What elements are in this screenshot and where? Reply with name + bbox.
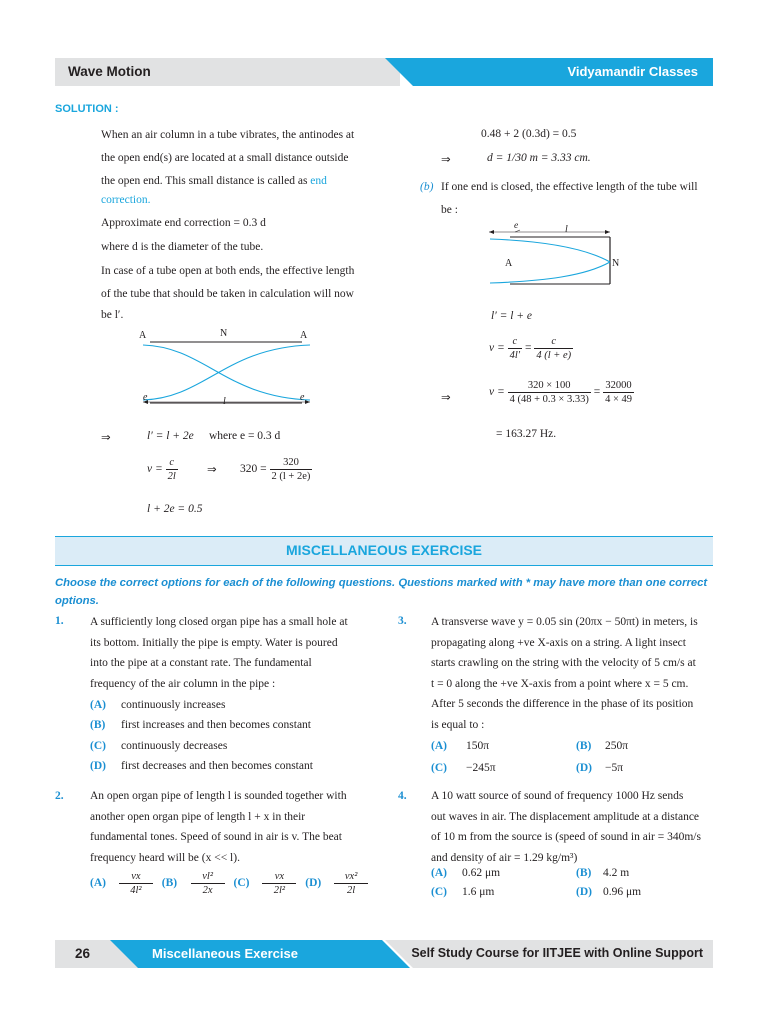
- q2-text: An open organ pipe of length l is sounded together with another open organ pipe of length l + x in their fundamental tones. Speed of sound in air is v. The beat frequency heard will be (x << l).: [90, 790, 347, 864]
- q3-text: A transverse wave y = 0.05 sin (20πx − 50πt) in meters, is propagating along +ve X-axis on a string. A light insect starts crawling on the string with the velocity of 5 cm/s at t = 0 along the +ve X-axis from a point where x = 5 cm. After 5 seconds the difference in the phase of its position is equal to :: [431, 616, 698, 731]
- fig1-e-right: e: [300, 392, 305, 403]
- chapter-title: Wave Motion: [68, 64, 151, 79]
- q3-option-d-text: −5π: [605, 762, 624, 774]
- fig2-e: e: [514, 221, 519, 231]
- solution-line-2: the open end(s) are located at a small distance outside: [101, 152, 349, 164]
- solution-line-3: the open end. This small distance is called as end: [101, 175, 327, 187]
- q3-option-c[interactable]: (C): [431, 762, 447, 774]
- q4-option-d[interactable]: (D): [576, 886, 592, 898]
- fig2-N: N: [612, 258, 620, 269]
- fig1-A-left: A: [139, 330, 147, 341]
- implies-arrow-1: ⇒: [101, 432, 111, 444]
- q1-option-d[interactable]: (D): [90, 760, 106, 772]
- term-end: end: [310, 175, 327, 187]
- eq-l-plus-2e: l + 2e = 0.5: [147, 503, 203, 515]
- page-number: 26: [75, 946, 91, 961]
- solution-label: SOLUTION :: [55, 103, 119, 115]
- implies-arrow-2: ⇒: [207, 464, 217, 476]
- q2-options: [90, 870, 368, 897]
- q3-option-b[interactable]: (B): [576, 740, 592, 752]
- q2-option-d[interactable]: (D): [305, 877, 322, 890]
- fig1-e-left: e: [143, 392, 148, 403]
- solution-line-8: of the tube that should be taken in calculation will now: [101, 288, 354, 300]
- eq-v-c-2l: v = $\frac{c}{2l}$: [147, 457, 176, 482]
- term-correction: correction.: [101, 194, 151, 206]
- eq-effective-length: l′ = l + 2e: [147, 430, 194, 442]
- q1-option-a-text: continuously increases: [121, 699, 226, 711]
- arrow-head-right: [305, 400, 310, 404]
- fig2-arrow-left: [489, 230, 494, 234]
- q1-option-c-text: continuously decreases: [121, 740, 228, 752]
- footer-course: Self Study Course for IITJEE with Online Support: [411, 946, 703, 960]
- eq-result: = 163.27 Hz.: [496, 428, 557, 440]
- q3-option-a[interactable]: (A): [431, 740, 447, 752]
- eq-l-prime: l′ = l + e: [491, 310, 533, 322]
- eq-048: 0.48 + 2 (0.3d) = 0.5: [481, 128, 577, 140]
- q4-option-c[interactable]: (C): [431, 886, 447, 898]
- wave-curve-2: [143, 345, 310, 400]
- fig1-A-right: A: [300, 330, 308, 341]
- q1-number: 1.: [55, 615, 64, 627]
- fig2-arrow-right: [605, 230, 610, 234]
- q4-number: 4.: [398, 790, 407, 802]
- part-b-text-2: be :: [441, 204, 458, 216]
- q1-text: A sufficiently long closed organ pipe has a small hole at its bottom. Initially the pipe is empty. Water is poured into the pipe at a constant rate. The fundamental frequency of the air column in the pipe :: [90, 616, 348, 690]
- q3-option-b-text: 250π: [605, 740, 629, 752]
- eq-v-numeric: v = $\frac{320 \times 100}{4 (48 + 0.3 \times 3.33)}$ = $\frac{32000}{4 \times 49}$: [489, 380, 633, 405]
- eq-320: 320 = $\frac{320}{2 (l + 2e)}$: [240, 457, 311, 482]
- open-tube-figure: [135, 325, 320, 415]
- q1-option-d-text: first decreases and then becomes constant: [121, 760, 313, 772]
- q1-option-a[interactable]: (A): [90, 699, 106, 711]
- q1-option-b[interactable]: (B): [90, 719, 106, 731]
- exercise-instructions: Choose the correct options for each of the following questions. Questions marked with * may have more than one correct options.: [55, 577, 708, 607]
- q2-option-b-value: $\frac{\text{vl²}}{2x}$: [191, 870, 225, 897]
- q4-option-a-text: 0.62 μm: [462, 867, 501, 879]
- q4-option-b-text: 4.2 m: [603, 867, 630, 879]
- q4-option-b[interactable]: (B): [576, 867, 592, 879]
- q4-option-c-text: 1.6 μm: [462, 886, 495, 898]
- q2-option-d-value: $\frac{\text{vx²}}{2l}$: [334, 870, 368, 897]
- q2-option-c[interactable]: (C): [233, 877, 250, 890]
- fig2-A: A: [505, 258, 513, 269]
- wave-curve-1: [143, 345, 310, 400]
- fig1-N: N: [220, 328, 228, 339]
- footer-section: Miscellaneous Exercise: [152, 946, 298, 961]
- part-b-text-1: If one end is closed, the effective length of the tube will: [441, 181, 698, 193]
- solution-line-7: In case of a tube open at both ends, the effective length: [101, 265, 355, 277]
- brand-name: Vidyamandir Classes: [567, 64, 698, 79]
- eq-d-value: d = 1/30 m = 3.33 cm.: [487, 152, 591, 164]
- solution-line-6: where d is the diameter of the tube.: [101, 241, 264, 253]
- fig1-l: l: [223, 396, 226, 407]
- part-b-label: (b): [420, 181, 434, 193]
- q2-number: 2.: [55, 790, 64, 802]
- q2-option-b[interactable]: (B): [161, 877, 178, 890]
- eq-where-e: where e = 0.3 d: [209, 430, 281, 442]
- implies-arrow-3: ⇒: [441, 154, 451, 166]
- q2-option-a[interactable]: (A): [90, 877, 106, 890]
- q4-option-d-text: 0.96 μm: [603, 886, 642, 898]
- q4-option-a[interactable]: (A): [431, 867, 447, 879]
- q1-option-c[interactable]: (C): [90, 740, 106, 752]
- eq-v-c-4l: v = $\frac{c}{4l'}$ = $\frac{c}{4 (l + e)}$: [489, 336, 572, 361]
- closed-tube-figure: [485, 222, 620, 292]
- implies-arrow-4: ⇒: [441, 392, 451, 404]
- q3-number: 3.: [398, 615, 407, 627]
- q3-option-c-text: −245π: [466, 762, 496, 774]
- solution-line-9: be l′.: [101, 309, 124, 321]
- solution-line-1: When an air column in a tube vibrates, the antinodes at: [101, 129, 355, 141]
- q3-option-d[interactable]: (D): [576, 762, 592, 774]
- q2-option-c-value: $\frac{vx}{\text{2l²}}$: [262, 870, 296, 897]
- fig2-l: l: [565, 224, 568, 235]
- solution-line-5: Approximate end correction = 0.3 d: [101, 217, 266, 229]
- exercise-title: MISCELLANEOUS EXERCISE: [285, 542, 483, 558]
- q4-text: A 10 watt source of sound of frequency 1000 Hz sends out waves in air. The displacement amplitude at a distance of 10 m from the source is (speed of sound in air = 340m/s and density of air = 1.29 kg/m³): [431, 790, 701, 864]
- q1-option-b-text: first increases and then becomes constant: [121, 719, 312, 731]
- q3-option-a-text: 150π: [466, 740, 490, 752]
- q2-option-a-value: $\frac{vx}{\text{4l²}}$: [119, 870, 153, 897]
